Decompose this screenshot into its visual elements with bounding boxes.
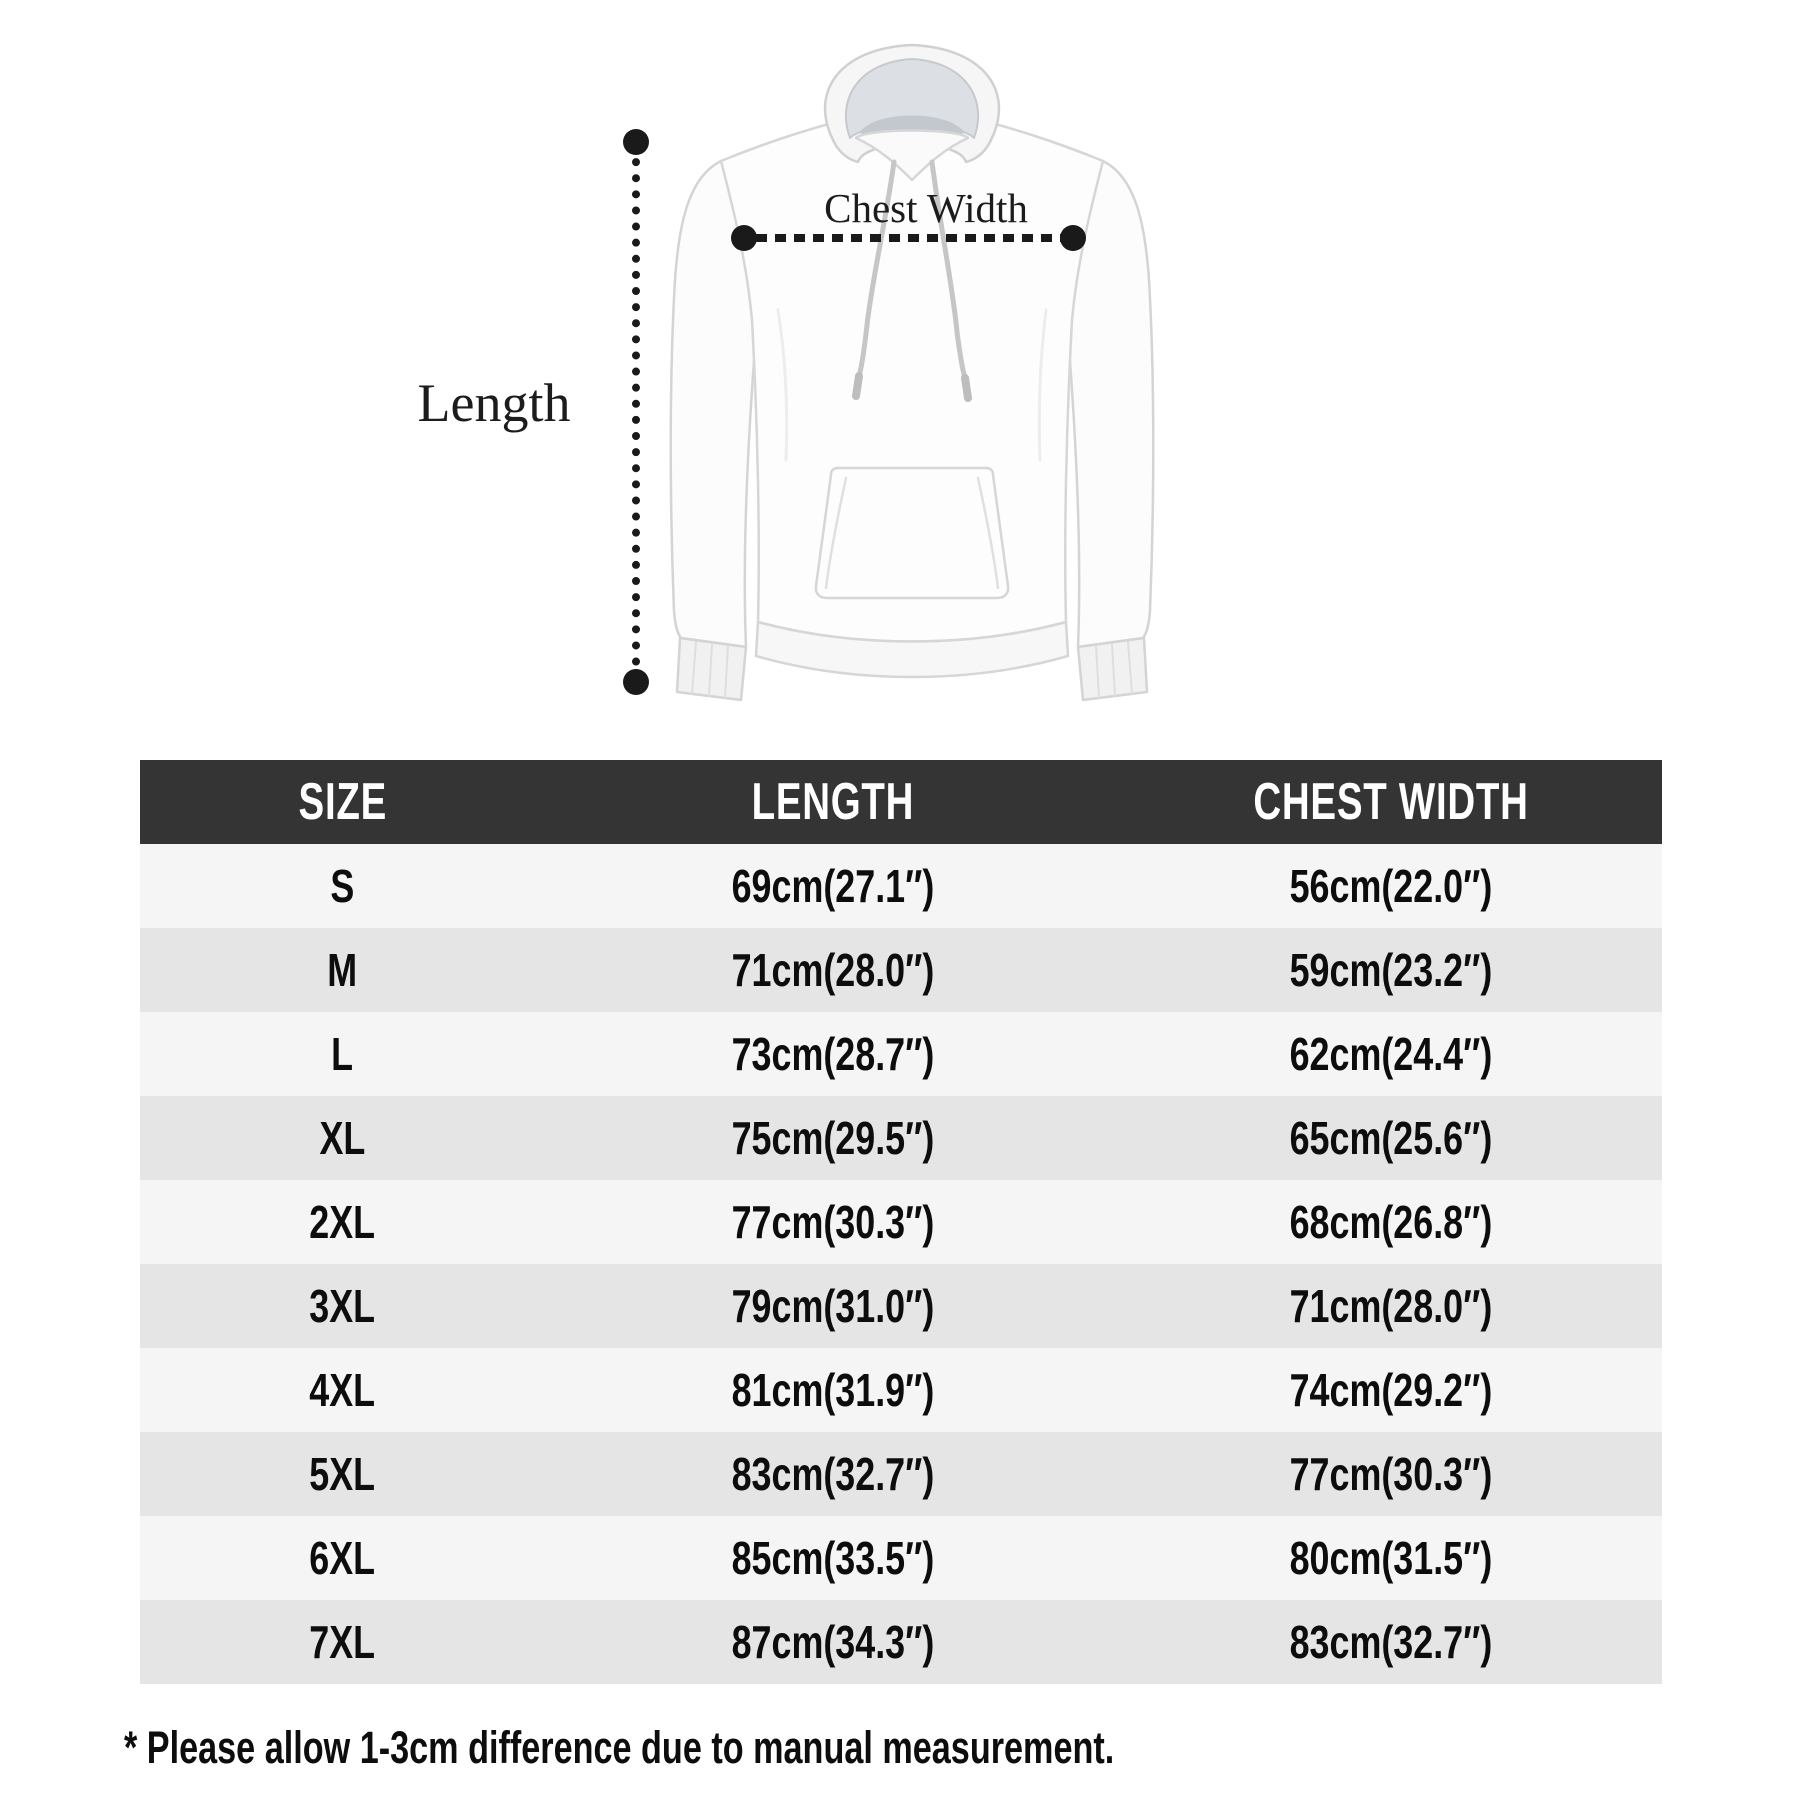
column-header-size: SIZE — [298, 773, 387, 831]
column-header-length: LENGTH — [751, 773, 914, 831]
length-measure-line — [632, 142, 640, 682]
size-row-xl — [140, 1096, 1662, 1180]
size-table — [140, 760, 1662, 1684]
length-cell: 83cm(32.7″) — [731, 1448, 934, 1500]
size-cell: 5XL — [309, 1448, 376, 1500]
chest-width-cell: 62cm(24.4″) — [1289, 1028, 1493, 1080]
length-cell: 69cm(27.1″) — [731, 860, 934, 912]
chest-width-cell: 71cm(28.0″) — [1289, 1280, 1493, 1332]
chest-width-cell: 83cm(32.7″) — [1289, 1616, 1493, 1668]
length-cell: 71cm(28.0″) — [731, 944, 934, 996]
size-cell: 6XL — [309, 1532, 376, 1584]
hoodie-illustration — [540, 10, 1240, 730]
size-row-5xl — [140, 1432, 1662, 1516]
length-cell: 85cm(33.5″) — [731, 1532, 934, 1584]
size-cell: L — [331, 1028, 354, 1080]
chest-width-label: Chest Width — [824, 185, 1028, 231]
chest-width-cell: 59cm(23.2″) — [1289, 944, 1493, 996]
length-cell: 87cm(34.3″) — [731, 1616, 934, 1668]
size-cell: 4XL — [309, 1364, 376, 1416]
chest-width-cell: 80cm(31.5″) — [1289, 1532, 1493, 1584]
chest-width-cell: 56cm(22.0″) — [1289, 860, 1493, 912]
length-line-bottom-dot — [623, 669, 649, 695]
size-row-6xl — [140, 1516, 1662, 1600]
chest-width-cell: 68cm(26.8″) — [1289, 1196, 1493, 1248]
size-cell: 2XL — [309, 1196, 376, 1248]
measurement-footnote — [124, 1722, 1427, 1774]
length-line-top-dot — [623, 129, 649, 155]
size-table-header-row — [140, 760, 1662, 844]
measurement-footnote-text: * Please allow 1-3cm difference due to manual measurement. — [124, 1722, 1115, 1773]
size-row-s — [140, 844, 1662, 928]
size-cell: M — [327, 944, 358, 996]
length-cell: 79cm(31.0″) — [731, 1280, 934, 1332]
length-label: Length — [417, 373, 571, 433]
size-row-m — [140, 928, 1662, 1012]
length-cell: 77cm(30.3″) — [731, 1196, 934, 1248]
chest-width-cell: 77cm(30.3″) — [1289, 1448, 1493, 1500]
size-table-body — [140, 844, 1662, 1684]
chest-width-cell: 74cm(29.2″) — [1289, 1364, 1493, 1416]
size-row-7xl — [140, 1600, 1662, 1684]
size-cell: 3XL — [309, 1280, 376, 1332]
size-row-l — [140, 1012, 1662, 1096]
size-cell: XL — [319, 1112, 366, 1164]
length-cell: 81cm(31.9″) — [731, 1364, 934, 1416]
size-row-4xl — [140, 1348, 1662, 1432]
size-row-3xl — [140, 1264, 1662, 1348]
size-cell: S — [330, 860, 355, 912]
length-cell: 73cm(28.7″) — [731, 1028, 934, 1080]
chest-width-cell: 65cm(25.6″) — [1289, 1112, 1493, 1164]
size-row-2xl — [140, 1180, 1662, 1264]
column-header-chest-width: CHEST WIDTH — [1253, 773, 1529, 831]
size-cell: 7XL — [309, 1616, 376, 1668]
length-cell: 75cm(29.5″) — [731, 1112, 934, 1164]
chest-width-measure-line — [756, 234, 1074, 242]
chest-line-left-dot — [731, 225, 757, 251]
